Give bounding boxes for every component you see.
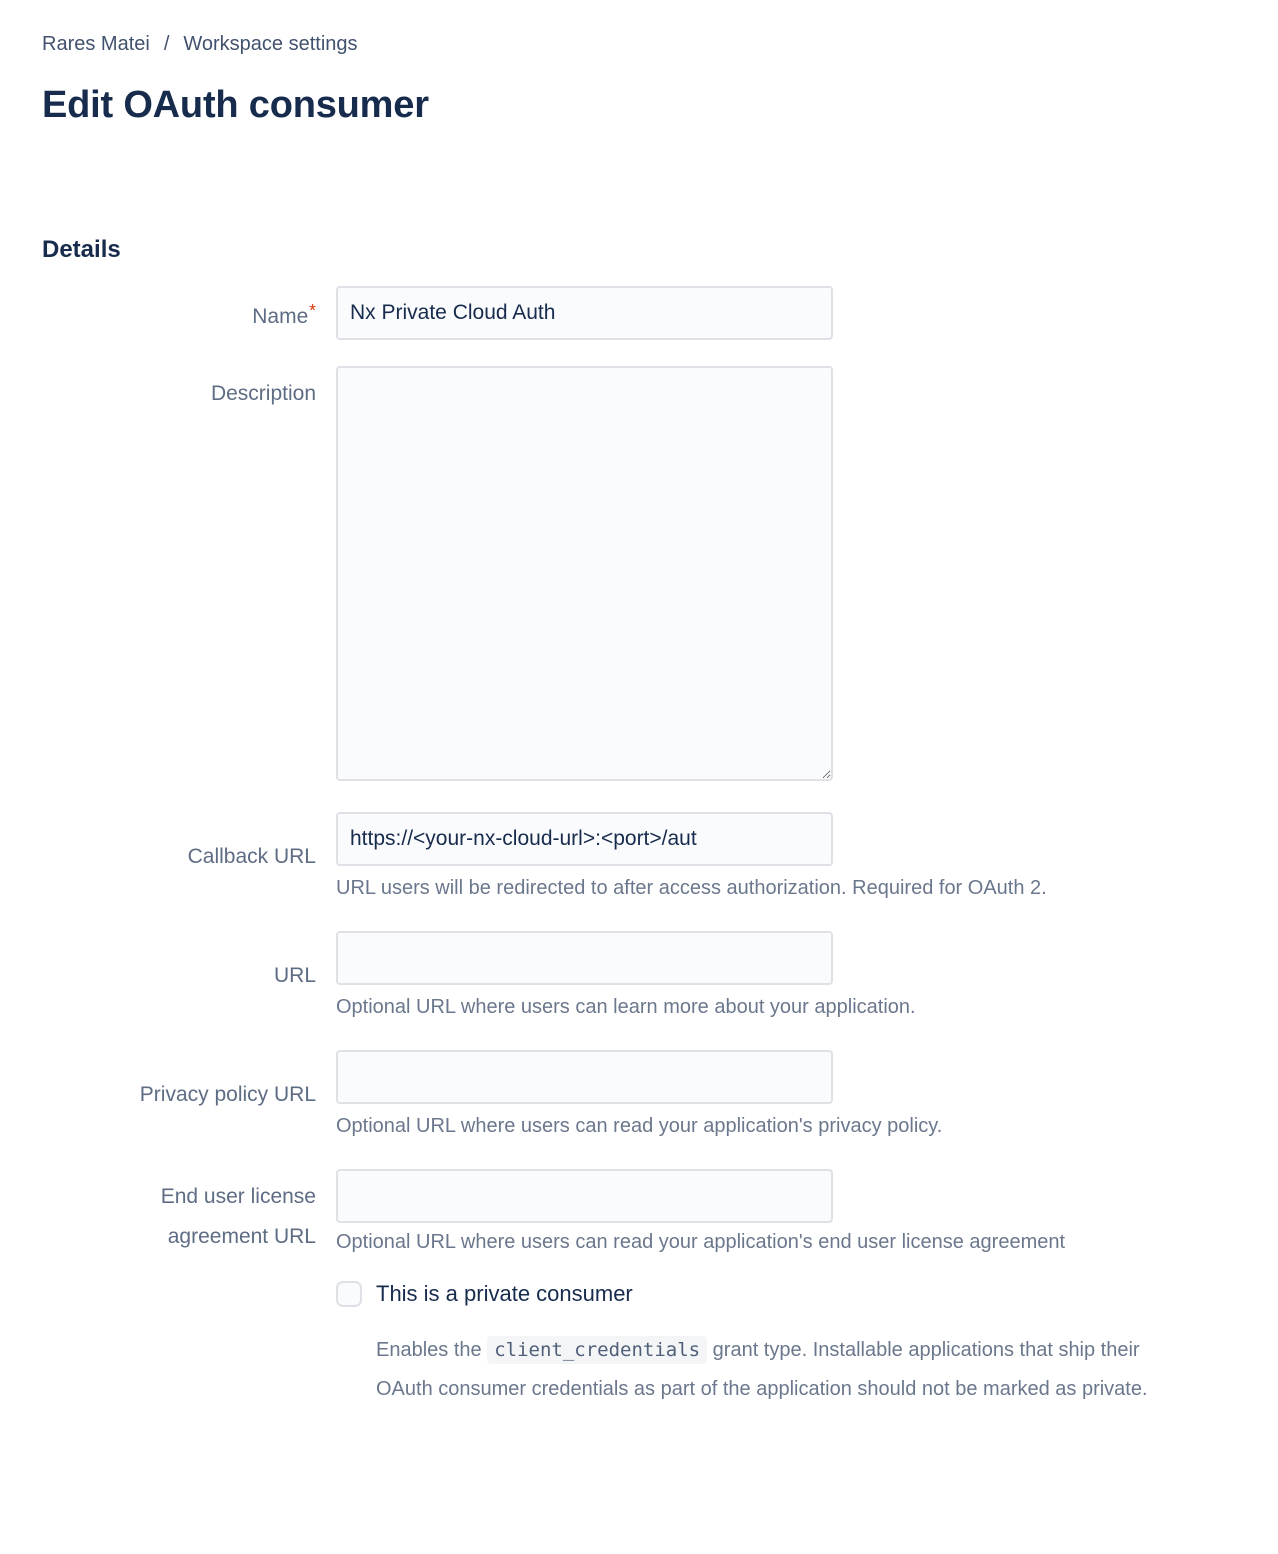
page-title: Edit OAuth consumer <box>42 84 429 126</box>
name-input[interactable] <box>336 286 833 340</box>
private-consumer-spacer <box>42 1281 316 1307</box>
description-field-row <box>42 366 1236 786</box>
breadcrumb-workspace-settings-link[interactable]: Workspace settings <box>183 33 358 55</box>
callback-url-input[interactable] <box>336 812 833 866</box>
privacy-policy-url-input[interactable] <box>336 1050 833 1104</box>
private-consumer-note <box>376 1331 1186 1409</box>
url-help-text: Optional URL where users can learn more about your application. <box>336 996 916 1018</box>
breadcrumb-separator: / <box>163 33 170 55</box>
private-consumer-row <box>42 1281 1236 1307</box>
details-section-heading: Details <box>42 236 121 263</box>
note-prefix: Enables the <box>376 1339 488 1361</box>
eula-url-input[interactable] <box>336 1169 833 1223</box>
private-consumer-note-spacer <box>42 1331 316 1409</box>
breadcrumb <box>42 33 1236 56</box>
url-input[interactable] <box>336 931 833 985</box>
breadcrumb-workspace-link[interactable]: Rares Matei <box>42 33 150 55</box>
url-label: URL <box>273 963 316 987</box>
url-field-row <box>42 931 1236 1020</box>
privacy-policy-url-help-text: Optional URL where users can read your application's privacy policy. <box>336 1115 943 1137</box>
callback-url-label: Callback URL <box>187 844 316 868</box>
eula-url-label: End user license agreement URL <box>160 1185 316 1248</box>
required-asterisk: * <box>309 299 316 320</box>
name-label: Name* <box>252 299 316 328</box>
eula-url-help-text: Optional URL where users can read your application's end user license agreement <box>336 1231 1066 1253</box>
description-label: Description <box>210 382 316 405</box>
privacy-policy-url-label: Privacy policy URL <box>139 1082 316 1106</box>
privacy-policy-url-field-row <box>42 1050 1236 1139</box>
note-suffix: grant type. Installable applications that ship their OAuth consumer credentials as part of the application should not be marked as private. <box>376 1339 1148 1400</box>
eula-url-field-row <box>42 1169 1236 1257</box>
callback-url-field-row <box>42 812 1236 901</box>
private-consumer-note-row <box>42 1331 1236 1409</box>
name-field-row <box>42 286 1236 340</box>
private-consumer-checkbox[interactable] <box>336 1281 362 1307</box>
client-credentials-code: client_credentials <box>487 1336 707 1364</box>
callback-url-help-text: URL users will be redirected to after access authorization. Required for OAuth 2. <box>336 877 1047 899</box>
private-consumer-label[interactable]: This is a private consumer <box>376 1281 633 1306</box>
description-textarea[interactable] <box>336 366 833 781</box>
